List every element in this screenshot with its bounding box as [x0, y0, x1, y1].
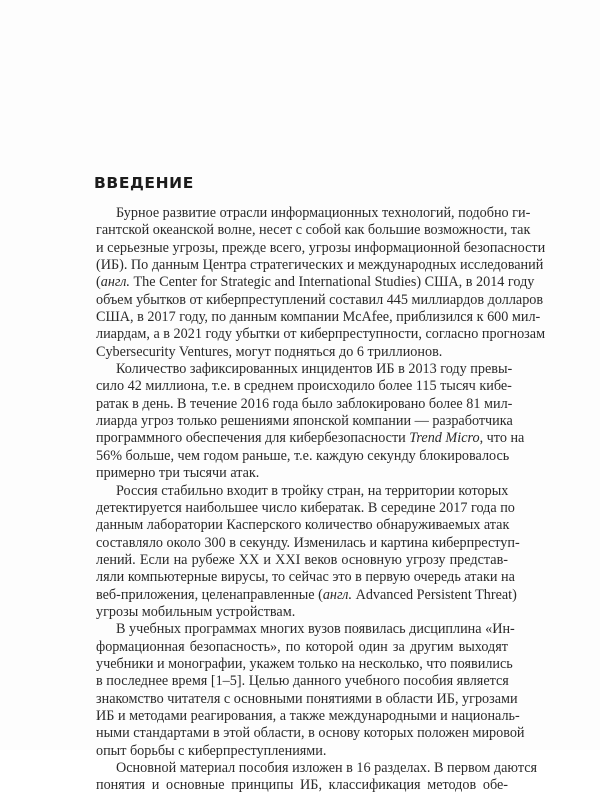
text-line: 56% больше, чем годом раньше, т.е. каждую секунду блокировалось [96, 447, 510, 464]
body-text [96, 205, 546, 795]
text-line: ными стандартами в этой области, в основу которых положен мировой [96, 725, 525, 742]
text-line: формационная безопасность», по которой один за другим выходят [96, 638, 508, 655]
text-line: В учебных программах многих вузов появилась дисциплина «Ин- [116, 621, 515, 638]
text-line: и серьезные угрозы, прежде всего, угрозы информационной безопасности [96, 239, 546, 256]
chapter-heading: ВВЕДЕНИЕ [94, 174, 194, 192]
text-line: примерно три тысячи атак. [96, 465, 260, 482]
text-line: лиардам, а в 2021 году убытки от киберпреступности, согласно прогнозам [96, 326, 546, 343]
text-line: гантской океанской волне, несет с собой как большие возможности, так [96, 222, 531, 239]
text-line: опыт борьбы с киберпреступлениями. [96, 742, 327, 759]
text-line: Количество зафиксированных инцидентов ИБ в 2013 году превы- [116, 361, 513, 378]
text-line: объем убытков от киберпреступлений составил 445 миллиардов долларов [96, 291, 544, 308]
text-line: составляло около 300 в секунду. Изменилась и картина киберпреступ- [96, 534, 520, 551]
text-line: понятия и основные принципы ИБ, классификация методов обе- [96, 777, 508, 794]
text-line: Россия стабильно входит в тройку стран, на территории которых [116, 482, 509, 499]
text-line: ИБ и методами реагирования, а также международными и националь- [96, 707, 520, 724]
text-line: ляли компьютерные вирусы, то сейчас это в первую очередь атаки на [96, 569, 515, 586]
text-line: (ИБ). По данным Центра стратегических и международных исследований [96, 257, 544, 274]
text-line: учебники и монографии, укажем только на несколько, что появились [96, 655, 513, 672]
text-line: сило 42 миллиона, т.е. в среднем происходило более 115 тысяч кибе- [96, 378, 512, 395]
text-line: Бурное развитие отрасли информационных технологий, подобно ги- [116, 205, 531, 221]
text-line: Cybersecurity Ventures, могут подняться до 6 триллионов. [96, 343, 443, 360]
text-line: лений. Если на рубеже XX и XXI веков основную угрозу представ- [96, 551, 508, 568]
text-line: детектируется наибольшее число кибератак. В середине 2017 года по [96, 499, 515, 516]
text-line: США, в 2017 году, по данным компании McAfee, приблизился к 600 мил- [96, 309, 541, 326]
text-line: знакомство читателя с основными понятиями в области ИБ, угрозами [96, 690, 518, 707]
text-line: лиарда угроз только решениями японской компании — разработчика [96, 413, 513, 430]
text-line: Основной материал пособия изложен в 16 разделах. В первом даются [116, 760, 538, 776]
text-line: ратак в день. В течение 2016 года было заблокировано более 81 мил- [96, 395, 513, 412]
text-line: веб-приложения, целенаправленные (англ. Advanced Persistent Threat) [96, 586, 517, 603]
text-line: (англ. The Center for Strategic and International Studies) США, в 2014 году [96, 274, 535, 291]
text-line: программного обеспечения для кибербезопасности Trend Micro, что на [96, 430, 525, 447]
text-line: данным лаборатории Касперского количество обнаруживаемых атак [96, 517, 510, 534]
text-line: в последнее время [1–5]. Целью данного учебного пособия является [96, 673, 509, 690]
text-line: угрозы мобильным устройствам. [96, 603, 296, 620]
